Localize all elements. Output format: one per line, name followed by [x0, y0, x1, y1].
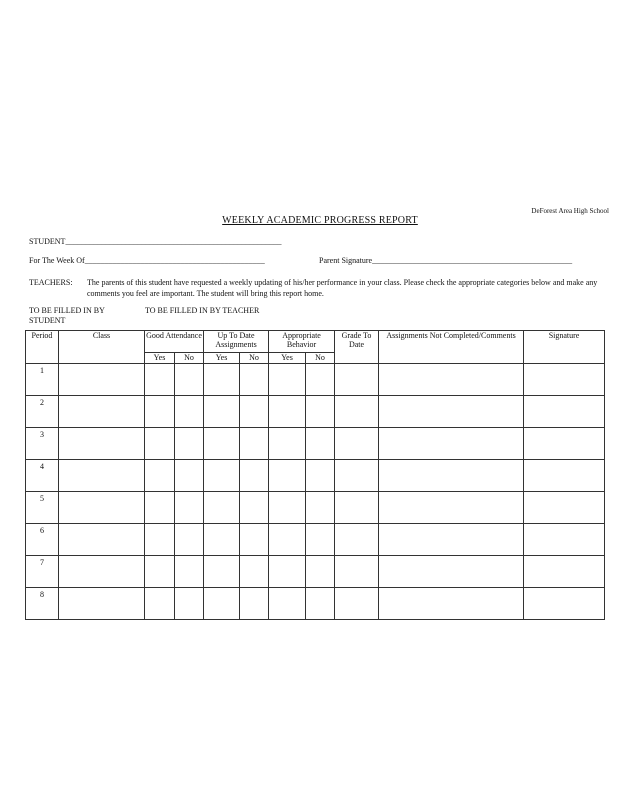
attendance-no-cell[interactable] [175, 524, 204, 556]
attendance-yes-cell[interactable] [145, 428, 175, 460]
attendance-yes-cell[interactable] [145, 588, 175, 620]
school-name: DeForest Area High School [531, 207, 609, 215]
assignments-yes-cell[interactable] [204, 492, 240, 524]
behavior-yes-cell[interactable] [269, 364, 306, 396]
parent-signature-row [319, 256, 572, 265]
header-row [26, 331, 605, 353]
comments-cell[interactable] [379, 492, 524, 524]
grade-cell[interactable] [335, 556, 379, 588]
assignments-yes: Yes [204, 353, 240, 364]
assignments-no-cell[interactable] [240, 428, 269, 460]
class-cell[interactable] [59, 556, 145, 588]
assignments-no-cell[interactable] [240, 556, 269, 588]
assignments-yes-cell[interactable] [204, 588, 240, 620]
grade-cell[interactable] [335, 396, 379, 428]
signature-cell[interactable] [524, 428, 605, 460]
signature-cell[interactable] [524, 556, 605, 588]
assignments-yes-cell[interactable] [204, 524, 240, 556]
attendance-yes-cell[interactable] [145, 524, 175, 556]
class-cell[interactable] [59, 428, 145, 460]
table-row [26, 396, 605, 428]
grade-cell[interactable] [335, 364, 379, 396]
col-period: Period [26, 331, 59, 364]
attendance-no-cell[interactable] [175, 460, 204, 492]
col-attendance: Good Attendance [145, 331, 204, 353]
behavior-no-cell[interactable] [306, 364, 335, 396]
period-number: 8 [26, 588, 59, 620]
period-number: 2 [26, 396, 59, 428]
assignments-no-cell[interactable] [240, 524, 269, 556]
signature-cell[interactable] [524, 588, 605, 620]
class-cell[interactable] [59, 460, 145, 492]
signature-cell[interactable] [524, 492, 605, 524]
comments-cell[interactable] [379, 556, 524, 588]
behavior-no-cell[interactable] [306, 524, 335, 556]
behavior-no-cell[interactable] [306, 588, 335, 620]
parent-signature-field[interactable]: __________________________________________________ [372, 256, 573, 265]
teachers-instructions: The parents of this student have requested a weekly updating of his/her performance in your class. Please check the appropriate categories below and make any comments you feel are important. The student will bring this report home. [87, 278, 598, 298]
behavior-yes-cell[interactable] [269, 556, 306, 588]
comments-cell[interactable] [379, 428, 524, 460]
attendance-yes-cell[interactable] [145, 396, 175, 428]
class-cell[interactable] [59, 396, 145, 428]
behavior-yes-cell[interactable] [269, 588, 306, 620]
period-number: 3 [26, 428, 59, 460]
period-number: 1 [26, 364, 59, 396]
assignments-no: No [240, 353, 269, 364]
col-assignments: Up To Date Assignments [204, 331, 269, 353]
grade-cell[interactable] [335, 460, 379, 492]
student-row [29, 237, 281, 246]
progress-table [25, 330, 605, 620]
table-row [26, 460, 605, 492]
grade-cell[interactable] [335, 428, 379, 460]
student-fill-label: TO BE FILLED IN BY STUDENT [29, 306, 105, 325]
class-cell[interactable] [59, 588, 145, 620]
assignments-yes-cell[interactable] [204, 428, 240, 460]
assignments-no-cell[interactable] [240, 396, 269, 428]
week-field[interactable]: _____________________________________________ [84, 256, 265, 265]
period-number: 7 [26, 556, 59, 588]
assignments-yes-cell[interactable] [204, 556, 240, 588]
student-label: STUDENT [29, 237, 66, 246]
assignments-no-cell[interactable] [240, 492, 269, 524]
report-title: WEEKLY ACADEMIC PROGRESS REPORT [222, 215, 418, 226]
week-row [29, 256, 265, 265]
attendance-no-cell[interactable] [175, 428, 204, 460]
col-behavior: Appropriate Behavior [269, 331, 335, 353]
teachers-label: TEACHERS: [29, 278, 73, 287]
student-name-field[interactable]: ______________________________________________________ [65, 237, 282, 246]
assignments-yes-cell[interactable] [204, 460, 240, 492]
grade-cell[interactable] [335, 588, 379, 620]
attendance-no: No [175, 353, 204, 364]
behavior-yes-cell[interactable] [269, 428, 306, 460]
behavior-no-cell[interactable] [306, 460, 335, 492]
class-cell[interactable] [59, 364, 145, 396]
attendance-yes-cell[interactable] [145, 556, 175, 588]
col-grade: Grade To Date [335, 331, 379, 364]
class-cell[interactable] [59, 524, 145, 556]
attendance-yes-cell[interactable] [145, 364, 175, 396]
signature-cell[interactable] [524, 364, 605, 396]
attendance-no-cell[interactable] [175, 364, 204, 396]
signature-cell[interactable] [524, 396, 605, 428]
parent-signature-label: Parent Signature [319, 256, 373, 265]
table-row [26, 428, 605, 460]
attendance-no-cell[interactable] [175, 588, 204, 620]
assignments-no-cell[interactable] [240, 588, 269, 620]
assignments-no-cell[interactable] [240, 364, 269, 396]
attendance-no-cell[interactable] [175, 396, 204, 428]
behavior-yes: Yes [269, 353, 306, 364]
comments-cell[interactable] [379, 364, 524, 396]
period-number: 6 [26, 524, 59, 556]
attendance-no-cell[interactable] [175, 556, 204, 588]
table-row [26, 524, 605, 556]
table-row [26, 556, 605, 588]
period-number: 4 [26, 460, 59, 492]
behavior-no-cell[interactable] [306, 428, 335, 460]
table-row [26, 588, 605, 620]
assignments-no-cell[interactable] [240, 460, 269, 492]
week-label: For The Week Of [29, 256, 85, 265]
behavior-yes-cell[interactable] [269, 492, 306, 524]
attendance-yes-cell[interactable] [145, 460, 175, 492]
col-comments: Assignments Not Completed/Comments [379, 331, 524, 364]
table-row [26, 492, 605, 524]
grade-cell[interactable] [335, 524, 379, 556]
comments-cell[interactable] [379, 524, 524, 556]
comments-cell[interactable] [379, 460, 524, 492]
behavior-no: No [306, 353, 335, 364]
teacher-fill-label: TO BE FILLED IN BY TEACHER [145, 306, 260, 315]
attendance-no-cell[interactable] [175, 492, 204, 524]
class-cell[interactable] [59, 492, 145, 524]
behavior-yes-cell[interactable] [269, 460, 306, 492]
comments-cell[interactable] [379, 588, 524, 620]
behavior-no-cell[interactable] [306, 556, 335, 588]
behavior-no-cell[interactable] [306, 492, 335, 524]
behavior-yes-cell[interactable] [269, 396, 306, 428]
signature-cell[interactable] [524, 524, 605, 556]
behavior-yes-cell[interactable] [269, 524, 306, 556]
attendance-yes: Yes [145, 353, 175, 364]
assignments-yes-cell[interactable] [204, 396, 240, 428]
assignments-yes-cell[interactable] [204, 364, 240, 396]
signature-cell[interactable] [524, 460, 605, 492]
period-number: 5 [26, 492, 59, 524]
attendance-yes-cell[interactable] [145, 492, 175, 524]
comments-cell[interactable] [379, 396, 524, 428]
col-signature: Signature [524, 331, 605, 364]
table-row [26, 364, 605, 396]
grade-cell[interactable] [335, 492, 379, 524]
behavior-no-cell[interactable] [306, 396, 335, 428]
col-class: Class [59, 331, 145, 364]
